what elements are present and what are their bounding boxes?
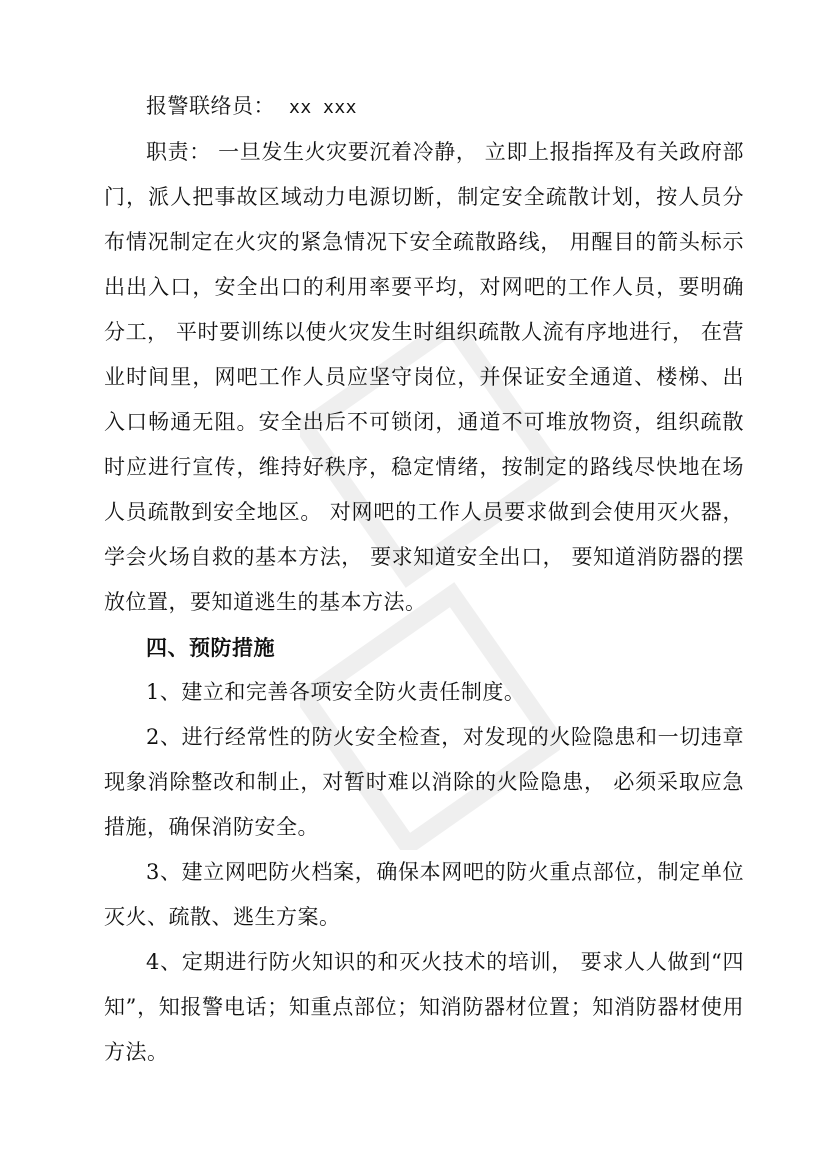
- document-body: [104, 84, 744, 1075]
- contact-name: xx xxx: [289, 97, 358, 118]
- measure-item-2: 2、进行经常性的防火安全检查，对发现的火险隐患和一切违章现象消除整改和制止，对暂时难以消除的火险隐患， 必须采取应急措施，确保消防安全。: [104, 725, 744, 839]
- contact-label: 报警联络员：: [146, 94, 275, 118]
- contact-line: [104, 84, 744, 130]
- section-heading: 四、预防措施: [146, 635, 275, 660]
- measure-item-1: 1、建立和完善各项安全防火责任制度。: [146, 680, 526, 704]
- duty-paragraph: 职责： 一旦发生火灾要沉着冷静， 立即上报指挥及有关政府部门，派人把事故区域动力电源切断，制定安全疏散计划，按人员分布情况制定在火灾的紧急情况下安全疏散路线， 用醒目的箭头标示出出入口，安全出口的利用率要平均，对网吧的工作人员，要明确分工， 平时要训练以使火灾发生时组织疏散人流有序地进行， 在营业时间里，网吧工作人员应坚守岗位，并保证安全通道、楼梯、出入口畅通无阻。安全出后不可锁闭，通道不可堆放物资，组织疏散时应进行宣传，维持好秩序，稳定情绪，按制定的路线尽快地在场人员疏散到安全地区。 对网吧的工作人员要求做到会使用灭火器，学会火场自救的基本方法， 要求知道安全出口， 要知道消防器的摆放位置，要知道逃生的基本方法。: [104, 140, 744, 614]
- measure-item-4: 4、定期进行防火知识的和灭火技术的培训， 要求人人做到“四知”，知报警电话；知重点部位；知消防器材位置；知消防器材使用方法。: [104, 950, 744, 1064]
- measure-item-3: 3、建立网吧防火档案，确保本网吧的防火重点部位，制定单位灭火、疏散、逃生方案。: [104, 860, 744, 929]
